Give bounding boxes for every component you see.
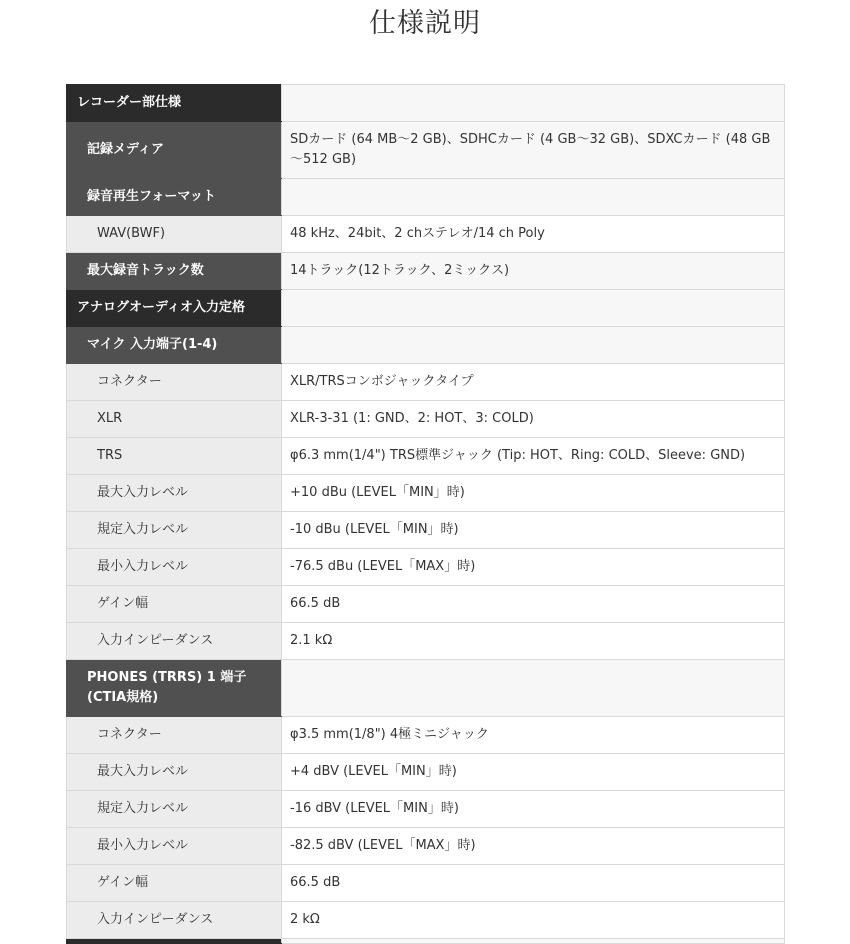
spec-value: 14トラック(12トラック、2ミックス) (282, 253, 785, 290)
spec-row (67, 327, 785, 364)
spec-value: -16 dBV (LEVEL「MIN」時) (282, 791, 785, 828)
spec-value (282, 660, 785, 717)
spec-value: φ6.3 mm(1/4") TRS標準ジャック (Tip: HOT、Ring: COLD、Sleeve: GND) (282, 438, 785, 475)
spec-label: 記録メディア (67, 122, 282, 179)
spec-value: -10 dBu (LEVEL「MIN」時) (282, 512, 785, 549)
spec-row (67, 475, 785, 512)
spec-value: 66.5 dB (282, 586, 785, 623)
spec-label: 規定入力レベル (67, 791, 282, 828)
spec-row (67, 754, 785, 791)
page-title: 仕様説明 (369, 8, 481, 39)
spec-label: 録音再生フォーマット (67, 179, 282, 216)
spec-value: 2 kΩ (282, 902, 785, 939)
spec-value: SDカード (64 MB～2 GB)、SDHCカード (4 GB～32 GB)、SDXCカード (48 GB～512 GB) (282, 122, 785, 179)
spec-row (67, 865, 785, 902)
spec-label: 最大入力レベル (67, 754, 282, 791)
spec-label: 最小入力レベル (67, 828, 282, 865)
spec-label: レコーダー部仕様 (67, 85, 282, 122)
spec-value (282, 179, 785, 216)
spec-label: 最小入力レベル (67, 549, 282, 586)
spec-row (67, 216, 785, 253)
spec-value: XLR/TRSコンボジャックタイプ (282, 364, 785, 401)
spec-value: -76.5 dBu (LEVEL「MAX」時) (282, 549, 785, 586)
spec-value: 66.5 dB (282, 865, 785, 902)
spec-row (67, 512, 785, 549)
spec-row (67, 401, 785, 438)
spec-label: 最大入力レベル (67, 475, 282, 512)
spec-row (67, 122, 785, 179)
spec-row (67, 290, 785, 327)
spec-table (66, 84, 785, 944)
spec-value: -82.5 dBV (LEVEL「MAX」時) (282, 828, 785, 865)
spec-row (67, 791, 785, 828)
spec-value (282, 85, 785, 122)
spec-row (67, 364, 785, 401)
spec-label: 入力インピーダンス (67, 623, 282, 660)
spec-label: 最大録音トラック数 (67, 253, 282, 290)
spec-row (67, 828, 785, 865)
spec-row (67, 586, 785, 623)
spec-label: アナログオーディオ入力定格 (67, 290, 282, 327)
spec-label: ゲイン幅 (67, 586, 282, 623)
spec-label: TRS (67, 438, 282, 475)
spec-row (67, 179, 785, 216)
spec-row (67, 902, 785, 939)
spec-label: WAV(BWF) (67, 216, 282, 253)
spec-value: +4 dBV (LEVEL「MIN」時) (282, 754, 785, 791)
spec-label: コネクター (67, 364, 282, 401)
spec-value: 48 kHz、24bit、2 chステレオ/14 ch Poly (282, 216, 785, 253)
spec-label: ゲイン幅 (67, 865, 282, 902)
spec-value: 2.1 kΩ (282, 623, 785, 660)
spec-label: 規定入力レベル (67, 512, 282, 549)
spec-label: XLR (67, 401, 282, 438)
spec-row (67, 717, 785, 754)
spec-row (67, 660, 785, 717)
spec-row (67, 549, 785, 586)
spec-label: 入力インピーダンス (67, 902, 282, 939)
spec-value: XLR-3-31 (1: GND、2: HOT、3: COLD) (282, 401, 785, 438)
spec-value (282, 290, 785, 327)
spec-label: PHONES (TRRS) 1 端子 (CTIA規格) (67, 660, 282, 717)
spec-value: +10 dBu (LEVEL「MIN」時) (282, 475, 785, 512)
spec-row (67, 438, 785, 475)
spec-row (67, 623, 785, 660)
spec-value (282, 327, 785, 364)
spec-label: コネクター (67, 717, 282, 754)
spec-row (67, 253, 785, 290)
spec-label: マイク 入力端子(1-4) (67, 327, 282, 364)
spec-value: φ3.5 mm(1/8") 4極ミニジャック (282, 717, 785, 754)
spec-table-body (67, 85, 785, 944)
spec-row (67, 85, 785, 122)
